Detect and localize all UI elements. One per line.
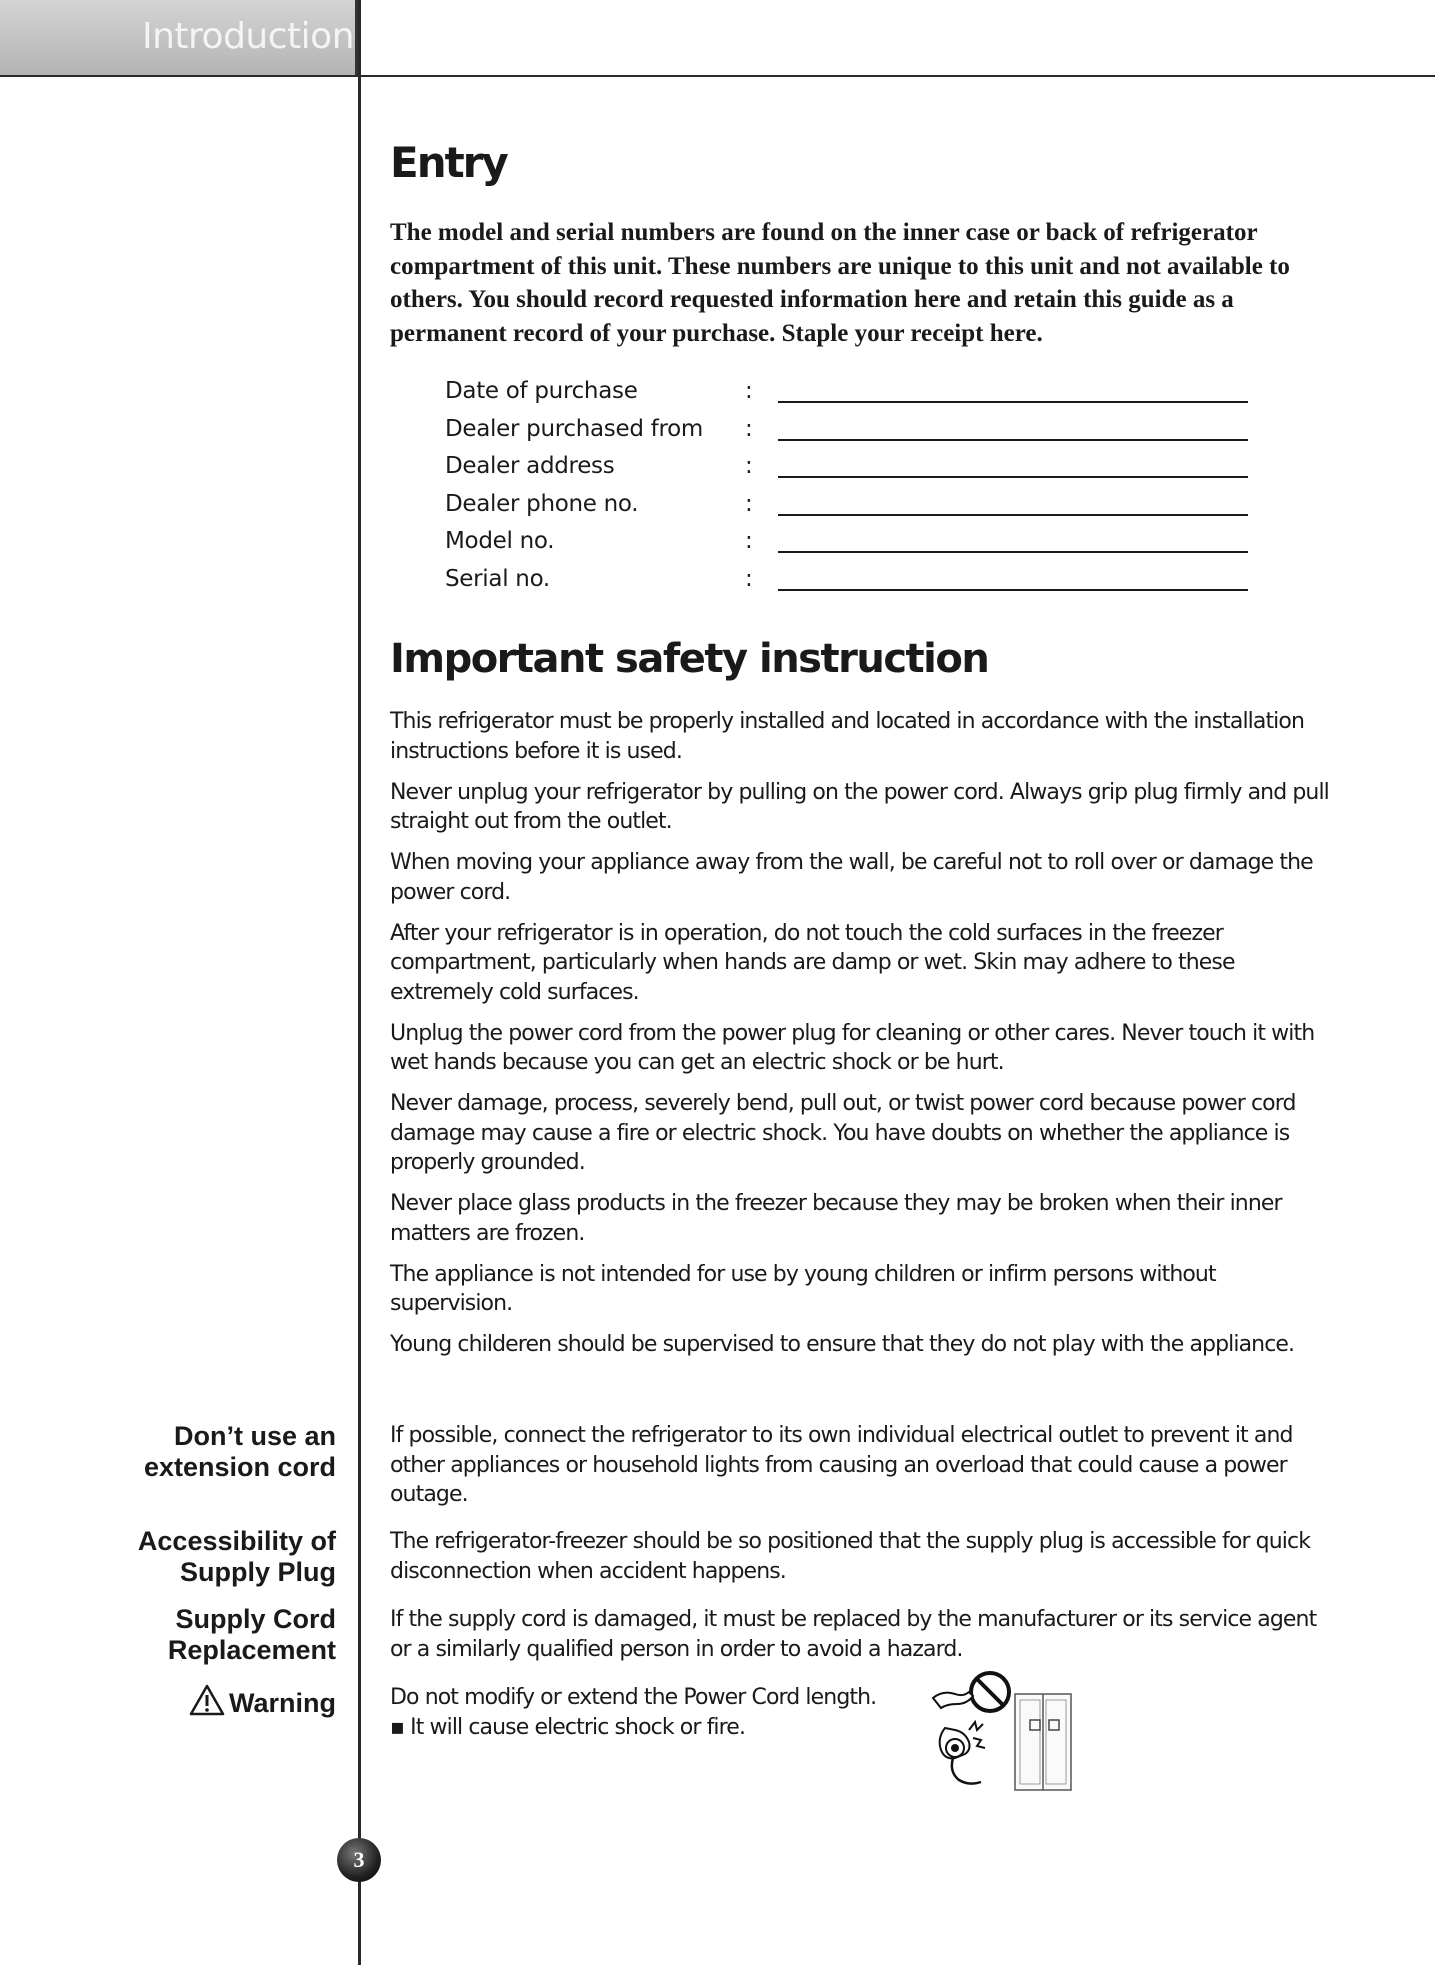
safety-paragraph: The appliance is not intended for use by young children or infirm persons without supervision. <box>390 1261 1216 1316</box>
record-label: Dealer purchased from <box>445 415 703 442</box>
heading-line: Supply Plug <box>179 1557 336 1587</box>
heading-line: Accessibility of <box>137 1526 336 1556</box>
safety-instructions <box>390 707 1335 1371</box>
warning-body <box>390 1683 910 1742</box>
record-label: Date of purchase <box>445 378 638 404</box>
record-field-model <box>445 523 1251 561</box>
record-blank-line <box>778 551 1248 553</box>
record-field-serial <box>445 561 1251 599</box>
section-tab-label: Introduction <box>142 16 355 57</box>
section-tab <box>0 0 358 75</box>
safety-paragraph: This refrigerator must be properly installed and located in accordance with the installation instructions before it is used. <box>390 709 1304 764</box>
heading-line: extension cord <box>143 1452 336 1482</box>
record-colon: : <box>745 528 753 554</box>
warning-label: Warning <box>229 1688 336 1718</box>
page-number: 3 <box>353 1847 365 1872</box>
heading-line: Replacement <box>167 1635 336 1665</box>
header-rule <box>0 75 1435 77</box>
heading-line: Supply Cord <box>175 1604 336 1634</box>
record-label: Serial no. <box>445 565 550 592</box>
extension-cord-heading <box>144 1421 336 1483</box>
record-colon: : <box>745 378 753 404</box>
supply-cord-heading <box>168 1604 336 1666</box>
page-number-badge <box>337 1838 381 1882</box>
warning-line: Do not modify or extend the Power Cord length. <box>390 1685 877 1710</box>
margin-rule <box>358 0 361 1965</box>
warning-triangle-icon <box>189 1684 225 1723</box>
record-label: Dealer phone no. <box>445 490 639 517</box>
record-blank-line <box>778 589 1248 591</box>
record-label: Model no. <box>445 528 555 554</box>
record-field-date <box>445 373 1251 411</box>
record-label: Dealer address <box>445 453 615 479</box>
safety-paragraph: Never damage, process, severely bend, pull out, or twist power cord because power cord damage may cause a fire or electric shock. You have doubts on whether the appliance is properly grounded. <box>390 1091 1296 1175</box>
record-field-address <box>445 448 1251 486</box>
extension-cord-body: If possible, connect the refrigerator to its own individual electrical outlet to prevent it and other appliances or household lights from causing an overload that could cause a power outage. <box>390 1423 1293 1507</box>
safety-paragraph: Never unplug your refrigerator by pulling on the power cord. Always grip plug firmly and pull straight out from the outlet. <box>390 779 1329 834</box>
record-colon: : <box>745 415 753 442</box>
warning-line: ▪ It will cause electric shock or fire. <box>390 1714 746 1740</box>
supply-plug-body: The refrigerator-freezer should be so positioned that the supply plug is accessible for quick disconnection when accident happens. <box>390 1529 1311 1584</box>
record-colon: : <box>745 453 753 479</box>
safety-paragraph: Young childeren should be supervised to ensure that they do not play with the appliance. <box>390 1332 1295 1357</box>
safety-paragraph: Unplug the power cord from the power plug for cleaning or other cares. Never touch it with wet hands because you can get an electric shock or be hurt. <box>390 1020 1315 1075</box>
entry-intro: The model and serial numbers are found on the inner case or back of refrigerator compartment of this unit. These numbers are unique to this unit and not available to others. You should record requested information here and retain this guide as a permanent record of your purchase. Staple your receipt here. <box>390 219 1290 347</box>
entry-title: Entry <box>390 138 507 187</box>
record-field-phone <box>445 486 1251 524</box>
purchase-record-form <box>445 373 1251 598</box>
heading-line: Don’t use an <box>173 1421 336 1451</box>
record-blank-line <box>778 476 1248 478</box>
supply-cord-body: If the supply cord is damaged, it must be replaced by the manufacturer or its service agent or a similarly qualified person in order to avoid a hazard. <box>390 1607 1317 1662</box>
record-field-dealer <box>445 411 1251 449</box>
safety-paragraph: After your refrigerator is in operation, do not touch the cold surfaces in the freezer compartment, particularly when hands are damp or wet. Skin may adhere to these extremely cold surfaces. <box>390 920 1235 1005</box>
record-colon: : <box>745 565 753 592</box>
record-blank-line <box>778 439 1248 441</box>
record-colon: : <box>745 490 753 517</box>
safety-title: Important safety instruction <box>390 636 989 682</box>
record-blank-line <box>778 514 1248 516</box>
record-blank-line <box>778 401 1248 403</box>
warning-heading <box>189 1684 336 1723</box>
supply-plug-heading <box>138 1526 336 1588</box>
safety-paragraph: Never place glass products in the freezer because they may be broken when their inner matters are frozen. <box>390 1191 1282 1246</box>
safety-paragraph: When moving your appliance away from the wall, be careful not to roll over or damage the power cord. <box>390 850 1313 905</box>
no-extension-cord-illustration <box>925 1668 1075 1798</box>
prohibited-icon <box>971 1673 1009 1711</box>
